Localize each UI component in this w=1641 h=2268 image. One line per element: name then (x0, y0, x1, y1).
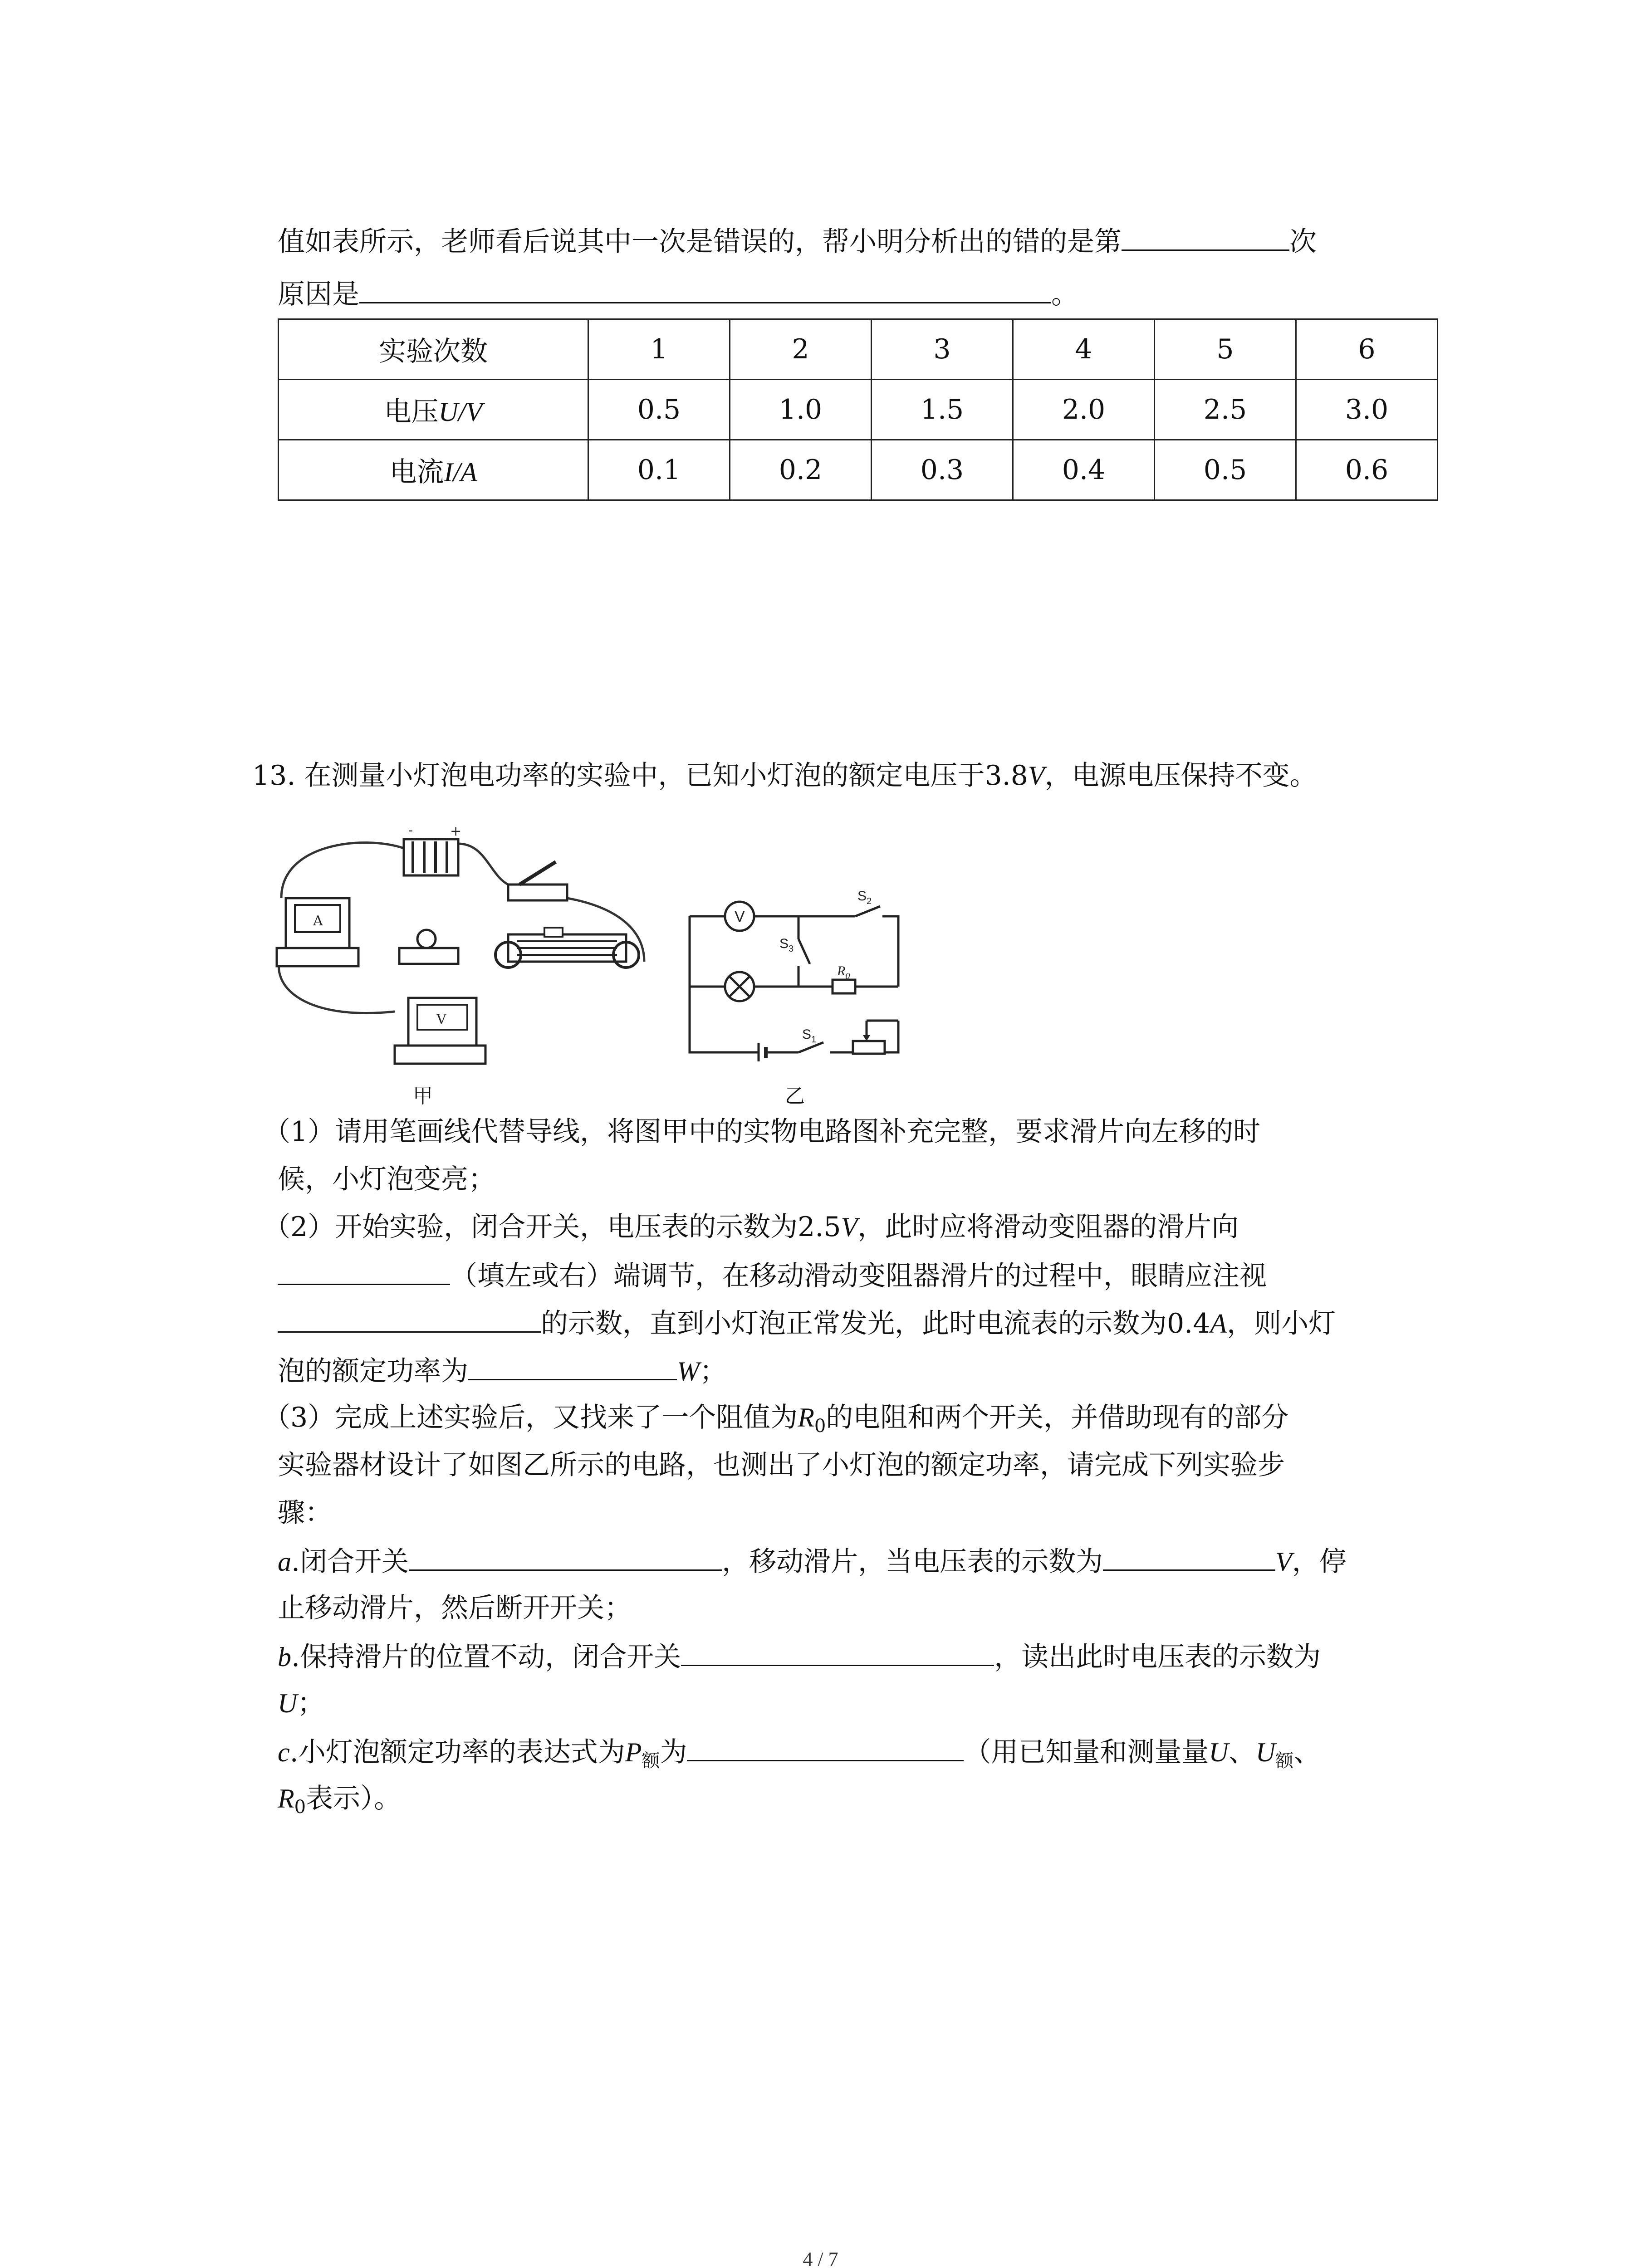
table-row-label (279, 440, 588, 500)
knife-switch-icon (508, 862, 567, 900)
table-header-cell: 6 (1296, 319, 1438, 380)
q13-stem-unit: V (1028, 761, 1045, 791)
answer-blank-switch-a[interactable] (409, 1542, 722, 1571)
part-2-line-4 (278, 1352, 727, 1389)
unit-v: V (841, 1212, 858, 1242)
part-3-line-2: 实验器材设计了如图乙所示的电路，也测出了小灯泡的额定功率，请完成下列实验步 (278, 1449, 1285, 1481)
q13-stem-text-end: ，电源电压保持不变。 (1044, 760, 1317, 792)
step-text-end: ，停 (1292, 1546, 1347, 1578)
table-cell: 0.4 (1013, 440, 1155, 500)
step-text: .小灯泡额定功率的表达式为 (289, 1736, 625, 1768)
table-cell: 0.6 (1296, 440, 1438, 500)
separator: 、 (1293, 1736, 1321, 1768)
table-cell: 0.1 (588, 440, 730, 500)
step-b-line-2 (278, 1685, 324, 1721)
q13-stem (252, 758, 1317, 794)
switch-s3-symbol (798, 939, 810, 964)
answer-blank-direction[interactable] (278, 1256, 450, 1285)
part-3-line-1 (263, 1399, 1288, 1444)
table-header-cell: 5 (1155, 319, 1296, 380)
step-text: ，移动滑片，当电压表的示数为 (722, 1546, 1103, 1578)
part-1-line-2: 候，小灯泡变亮； (278, 1163, 495, 1195)
symbol-u: U (1209, 1737, 1229, 1767)
table-header-cell: 3 (872, 319, 1013, 380)
step-b-line-1 (278, 1637, 1321, 1675)
symbol-p: P (625, 1737, 642, 1767)
symbol-sub: 0 (294, 1797, 306, 1818)
separator: 、 (1228, 1736, 1256, 1768)
intro-line-1 (278, 222, 1317, 260)
table-header-cell: 4 (1013, 319, 1155, 380)
step-text-end: 表示）。 (306, 1783, 402, 1814)
table-row (279, 319, 1438, 380)
answer-blank-meter[interactable] (278, 1304, 541, 1333)
figure-jia-apparatus (272, 816, 671, 1089)
symbol-sub: 额 (1275, 1750, 1294, 1771)
intro-line-2 (278, 275, 1078, 313)
symbol-u: U (278, 1688, 298, 1718)
wire (458, 844, 508, 885)
part-3-text-end: 的电阻和两个开关，并借助现有的部分 (826, 1402, 1289, 1433)
unit-v: V (1275, 1547, 1292, 1577)
switch-s2-label: $S_2$ (857, 889, 872, 906)
step-letter: c (278, 1737, 290, 1767)
part-2-text: 泡的额定功率为 (278, 1355, 468, 1387)
lamp-symbol (725, 972, 754, 1001)
step-text: .闭合开关 (291, 1546, 409, 1578)
answer-blank-expression[interactable] (687, 1733, 964, 1761)
svg-text:V: V (436, 1012, 446, 1027)
table-cell: 1.0 (730, 380, 872, 440)
resistor-r0-symbol (833, 980, 855, 993)
svg-text:A: A (313, 913, 323, 929)
part-1-line-1: （1）请用笔画线代替导线，将图甲中的实物电路图补充完整，要求滑片向左移的时 (263, 1116, 1261, 1148)
intro-text-end: 次 (1289, 226, 1317, 258)
row-label-unit: U/V (438, 397, 483, 427)
switch-s3-label: $S_3$ (779, 936, 794, 954)
figure-jia-label: 甲 (413, 1085, 433, 1108)
symbol-r: R (278, 1784, 294, 1813)
switch-s2-symbol (855, 906, 880, 916)
table-cell: 0.5 (1155, 440, 1296, 500)
answer-blank-reason[interactable] (359, 275, 1051, 303)
step-a-line-1 (278, 1542, 1347, 1580)
svg-text:-: - (408, 822, 413, 838)
intro-period: 。 (1051, 279, 1078, 310)
part-2-text-end: ； (699, 1355, 727, 1387)
part-2-text: （2）开始实验，闭合开关，电压表的示数为2.5 (263, 1211, 841, 1243)
battery-icon (404, 822, 461, 875)
data-table (278, 318, 1438, 501)
intro-reason-label: 原因是 (278, 279, 359, 310)
step-c-line-1 (278, 1733, 1321, 1779)
step-text: .保持滑片的位置不动，闭合开关 (291, 1641, 681, 1673)
intro-text: 值如表所示，老师看后说其中一次是错误的，帮小明分析出的错的是第 (278, 226, 1122, 258)
table-cell: 2.5 (1155, 380, 1296, 440)
part-2-text: （填左或右）端调节，在移动滑动变阻器滑片的过程中，眼睛应注视 (450, 1260, 1267, 1292)
unit-a: A (1210, 1309, 1227, 1339)
figure-yi-label: 乙 (785, 1085, 805, 1108)
table-cell: 0.2 (730, 440, 872, 500)
symbol-u: U (1255, 1737, 1276, 1767)
row-label-unit: I/A (444, 457, 477, 487)
voltmeter-icon (395, 998, 485, 1064)
symbol-sub: 0 (814, 1416, 826, 1437)
part-3-text: （3）完成上述实验后，又找来了一个阻值为 (263, 1402, 798, 1433)
table-row (279, 440, 1438, 500)
wire (281, 843, 404, 898)
table-header-cell: 实验次数 (279, 319, 588, 380)
table-header-cell: 1 (588, 319, 730, 380)
unit-w: W (677, 1356, 700, 1386)
step-text-end: ； (297, 1687, 325, 1719)
row-label-text: 电压 (384, 396, 439, 428)
step-letter: a (278, 1547, 291, 1577)
step-text-end: ，读出此时电压表的示数为 (994, 1641, 1321, 1673)
answer-blank-power[interactable] (468, 1352, 677, 1380)
part-3-line-3: 骤： (278, 1497, 332, 1529)
table-cell: 2.0 (1013, 380, 1155, 440)
rheostat-icon (495, 928, 639, 968)
step-letter: b (278, 1642, 291, 1672)
table-cell: 0.3 (872, 440, 1013, 500)
question-number: 13. (252, 760, 296, 792)
part-2-text: 的示数，直到小灯泡正常发光，此时电流表的示数为0.4 (541, 1308, 1210, 1339)
part-2-line-2 (278, 1256, 1267, 1294)
answer-blank-trial[interactable] (1122, 222, 1289, 251)
q13-stem-text: 在测量小灯泡电功率的实验中，已知小灯泡的额定电压于3.8 (304, 760, 1028, 792)
table-cell: 1.5 (872, 380, 1013, 440)
figure-yi-circuit (681, 885, 916, 1066)
symbol-sub: 额 (642, 1750, 660, 1771)
page-number: 4 / 7 (803, 2248, 838, 2268)
table-row (279, 380, 1438, 440)
step-text: 为 (660, 1736, 687, 1768)
voltmeter-label: V (735, 908, 745, 925)
table-cell: 0.5 (588, 380, 730, 440)
answer-blank-voltage[interactable] (1103, 1542, 1275, 1571)
table-cell: 3.0 (1296, 380, 1438, 440)
rheostat-symbol (853, 1021, 885, 1054)
switch-s1-label: $S_1$ (802, 1027, 817, 1045)
part-2-line-1 (263, 1209, 1239, 1245)
battery-symbol (759, 1043, 766, 1061)
step-a-line-2: 止移动滑片，然后断开开关； (278, 1592, 632, 1624)
resistor-r0-label: $R_0$ (837, 963, 850, 981)
row-label-text: 电流 (389, 456, 444, 488)
table-header-cell: 2 (730, 319, 872, 380)
part-2-text-end: ，则小灯 (1227, 1308, 1336, 1339)
light-bulb-icon (399, 930, 458, 964)
step-c-line-2 (278, 1780, 401, 1825)
answer-blank-switch-b[interactable] (681, 1637, 994, 1666)
step-text: （用已知量和测量量 (964, 1736, 1209, 1768)
part-2-text-end: ，此时应将滑动变阻器的滑片向 (857, 1211, 1239, 1243)
ammeter-icon (277, 898, 358, 966)
part-2-line-3 (278, 1304, 1336, 1342)
table-row-label (279, 380, 588, 440)
symbol-r: R (798, 1403, 814, 1432)
svg-text:+: + (450, 823, 462, 839)
